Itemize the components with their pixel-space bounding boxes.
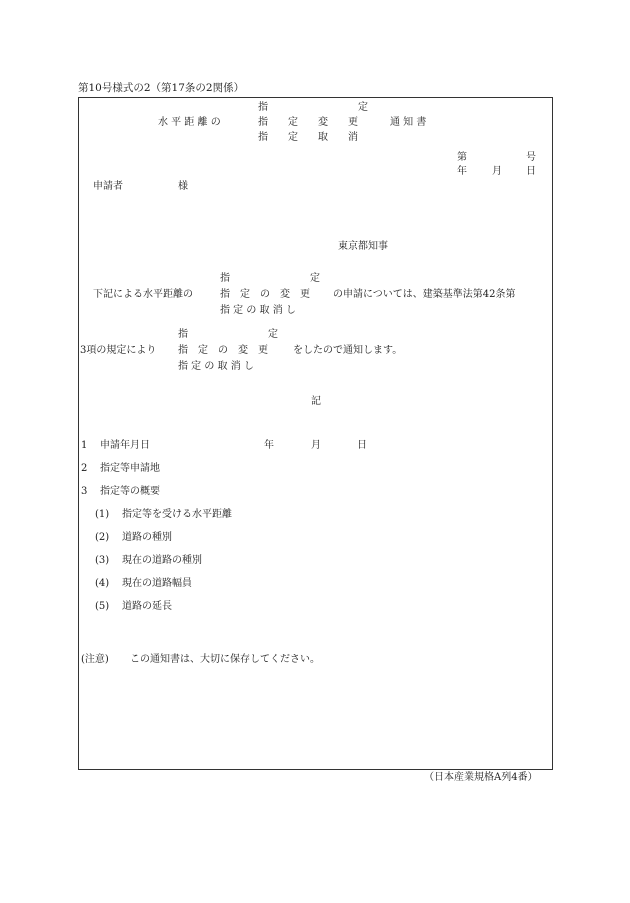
sub-item-num: (5) (95, 601, 110, 612)
body2-top: 指 定 (178, 329, 278, 340)
body1-suffix: の申請については、建築基準法第42条第 (333, 289, 516, 300)
ki-label: 記 (311, 396, 321, 407)
title-option-mid: 指 定 変 更 (258, 117, 358, 128)
body1-bottom: 指 定 の 取 消 し (220, 305, 296, 316)
body2-mid: 指 定 の 変 更 (178, 345, 268, 356)
sub-item-num: (3) (95, 555, 110, 566)
title-option-bottom: 指 定 取 消 (258, 132, 358, 143)
sub-item-num: (4) (95, 578, 110, 589)
applicant-label: 申請者 (93, 181, 123, 192)
item-month: 月 (311, 440, 321, 451)
body1-mid: 指 定 の 変 更 (220, 289, 310, 300)
item-label: 指定等申請地 (100, 463, 160, 474)
applicant-sama: 様 (178, 181, 188, 192)
date-day: 日 (526, 166, 536, 177)
body2-bottom: 指 定 の 取 消 し (178, 361, 254, 372)
sub-item-label: 現在の道路幅員 (122, 578, 192, 589)
item-day: 日 (357, 440, 367, 451)
paper-size-note: （日本産業規格A列4番） (424, 772, 538, 783)
number-dai: 第 (457, 152, 467, 163)
sub-item-label: 指定等を受ける水平距離 (122, 509, 232, 520)
item-label: 申請年月日 (100, 440, 150, 451)
sub-item-label: 現在の道路の種別 (122, 555, 202, 566)
item-year: 年 (264, 440, 274, 451)
title-option-top: 指 定 (258, 102, 368, 113)
issuer: 東京都知事 (338, 241, 388, 252)
item-num: 2 (81, 463, 88, 474)
sub-item-label: 道路の種別 (122, 532, 172, 543)
form-number: 第10号様式の2（第17条の2関係） (78, 82, 245, 94)
note-text: この通知書は、大切に保存してください。 (130, 654, 320, 665)
body2-prefix: 3項の規定により (80, 345, 157, 356)
title-right: 通 知 書 (390, 117, 427, 128)
sub-item-num: (1) (95, 509, 110, 520)
body2-suffix: をしたので通知します。 (293, 345, 403, 356)
sub-item-num: (2) (95, 532, 110, 543)
item-num: 3 (81, 486, 88, 497)
item-label: 指定等の概要 (100, 486, 160, 497)
sub-item-label: 道路の延長 (122, 601, 172, 612)
body1-top: 指 定 (220, 273, 320, 284)
body1-prefix: 下記による水平距離の (93, 289, 193, 300)
document-frame (78, 97, 553, 770)
title-left: 水 平 距 離 の (158, 117, 221, 128)
date-year: 年 (457, 166, 467, 177)
item-num: 1 (81, 440, 88, 451)
number-go: 号 (526, 152, 536, 163)
note-label: (注意) (81, 654, 109, 665)
date-month: 月 (492, 166, 502, 177)
